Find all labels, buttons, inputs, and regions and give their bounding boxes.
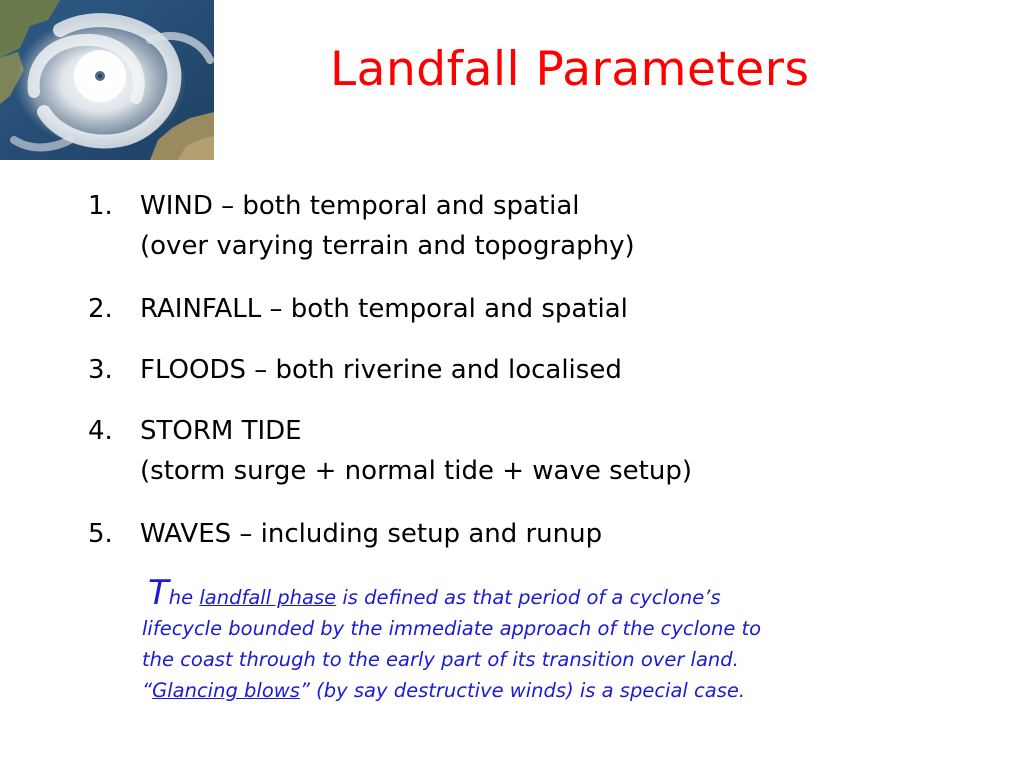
list-item-number: 3. — [88, 355, 113, 385]
list-item — [88, 411, 692, 491]
list-item — [88, 289, 628, 329]
list-item — [88, 514, 602, 554]
list-item-subtext: (over varying terrain and topography) — [140, 231, 635, 261]
list-item-number: 2. — [88, 294, 113, 324]
list-item-text: WIND – both temporal and spatial — [140, 191, 580, 221]
list-item-number: 5. — [88, 519, 113, 549]
cyclone-satellite-image — [0, 0, 214, 160]
page-title: Landfall Parameters — [330, 42, 810, 97]
landfall-phase-term: landfall phase — [199, 586, 337, 609]
note-line — [142, 675, 972, 706]
list-item-number: 1. — [88, 191, 113, 221]
landfall-phase-note — [142, 573, 972, 706]
glancing-blows-term: Glancing blows — [152, 679, 300, 702]
cyclone-satellite-image-graphic — [0, 0, 214, 160]
list-item-subtext: (storm surge + normal tide + wave setup) — [140, 456, 692, 486]
list-item — [88, 186, 635, 266]
list-item-text: RAINFALL – both temporal and spatial — [140, 294, 628, 324]
note-dropcap: T — [148, 573, 169, 613]
list-item-text: WAVES – including setup and runup — [140, 519, 603, 549]
list-item — [88, 350, 622, 390]
list-item-text: STORM TIDE — [140, 416, 302, 446]
note-line — [142, 573, 972, 613]
note-line: the coast through to the early part of its transition over land. — [142, 648, 739, 671]
list-item-number: 4. — [88, 416, 113, 446]
note-text: “ — [142, 679, 153, 702]
list-item-text: FLOODS – both riverine and localised — [140, 355, 622, 385]
note-text: is defined as that period of a cyclone’s — [336, 586, 721, 609]
note-text: ” (by say destructive winds) is a special case. — [299, 679, 746, 702]
note-line: lifecycle bounded by the immediate approach of the cyclone to — [142, 617, 762, 640]
note-text: he — [168, 586, 200, 609]
